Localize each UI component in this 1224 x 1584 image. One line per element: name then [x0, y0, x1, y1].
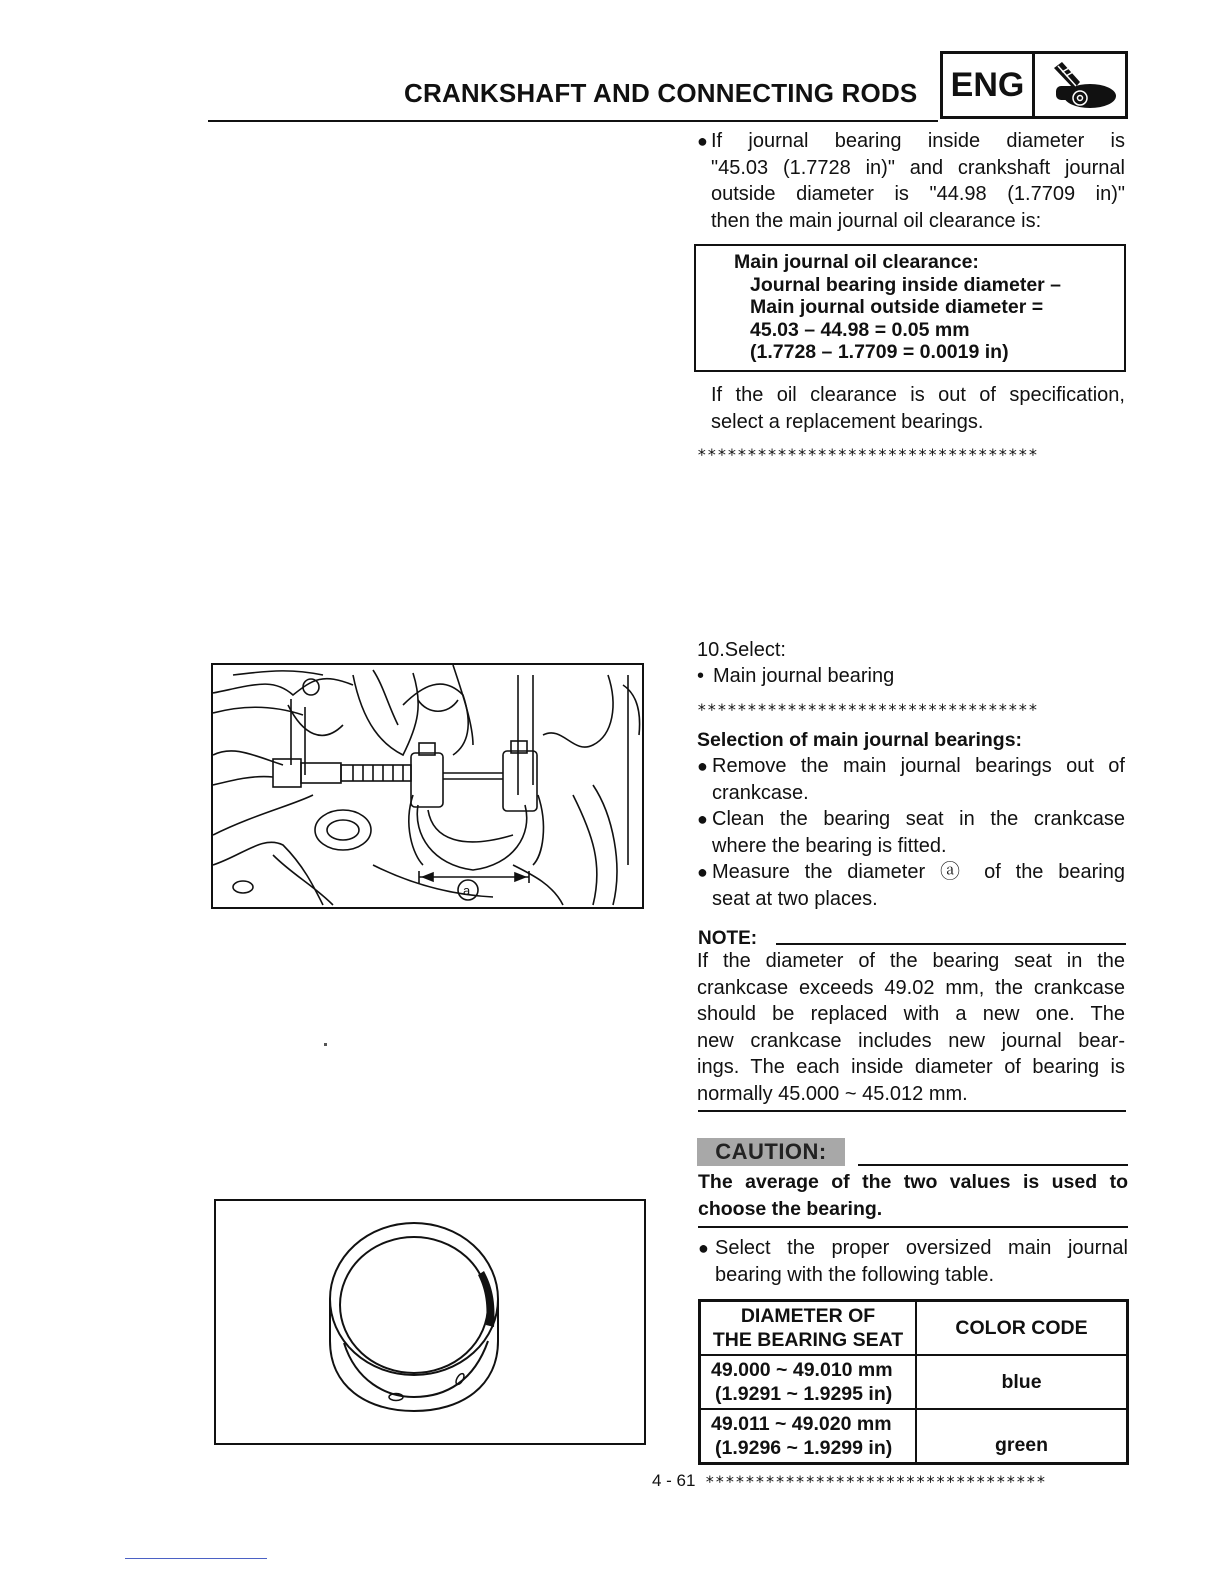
bearing-illustration: [216, 1201, 644, 1443]
example-line: then the main journal oil clearance is:: [711, 209, 1042, 232]
star-divider: **********************************: [705, 1472, 1047, 1491]
example-line: "45.03 (1.7728 in)" and crankshaft journal: [711, 156, 1125, 179]
list-item: [697, 806, 1125, 833]
bullet-dot: ●: [697, 809, 708, 829]
bullet-dot: ●: [697, 862, 708, 882]
formula-line: (1.7728 – 1.7709 = 0.0019 in): [750, 341, 1009, 363]
table-header-row: [700, 1301, 1128, 1356]
diameter-mm: 49.000 ~ 49.010 mm: [711, 1359, 893, 1381]
diameter-mm: 49.011 ~ 49.020 mm: [711, 1413, 892, 1435]
list-item-text: Select the proper oversized main journal: [715, 1237, 1128, 1259]
note-line: new crankcase includes new journal bear-: [697, 1029, 1125, 1052]
footer-line: [125, 1558, 267, 1559]
micrometer-figure: [211, 663, 644, 909]
note-rule: [776, 943, 1126, 945]
selection-list: [697, 753, 1125, 912]
figure-label-a: a: [463, 883, 471, 898]
caution-line: The average of the two values is used to: [698, 1171, 1128, 1193]
star-divider: **********************************: [697, 445, 1039, 464]
out-of-spec-line: If the oil clearance is out of specification,: [711, 384, 1125, 406]
section-badge: [940, 51, 1128, 119]
list-item-text: Measure the diameter ⓐ of the bearing: [712, 861, 1125, 883]
diameter-in: (1.9291 ~ 1.9295 in): [715, 1383, 893, 1405]
example-text: [711, 128, 1125, 234]
caution-text: [698, 1169, 1128, 1222]
header-rule: [208, 120, 938, 122]
list-item-text: Remove the main journal bearings out of: [712, 755, 1125, 777]
formula-line: Journal bearing inside diameter –: [750, 273, 1062, 296]
list-item: [697, 859, 1125, 886]
table-cell-color: green: [916, 1409, 1128, 1464]
step-bullet: •: [697, 665, 705, 687]
out-of-spec-text: [711, 382, 1125, 435]
header-line: THE BEARING SEAT: [712, 1329, 904, 1351]
caution-end-rule: [698, 1226, 1128, 1228]
micrometer-illustration: [213, 665, 642, 907]
list-item-text: seat at two places.: [712, 887, 878, 910]
formula-title: Main journal oil clearance:: [734, 251, 979, 273]
caution-rule: [858, 1164, 1128, 1166]
selection-heading: Selection of main journal bearings:: [697, 729, 1023, 751]
list-item: [697, 753, 1125, 780]
table-row: [700, 1355, 1128, 1409]
formula-line: Main journal outside diameter =: [750, 296, 1044, 318]
step-item: Main journal bearing: [713, 665, 895, 687]
note-line: ings. The each inside diameter of bearing is: [697, 1056, 1125, 1078]
formula-box: [694, 244, 1126, 372]
list-item: [698, 1235, 1128, 1262]
star-divider: **********************************: [697, 700, 1039, 719]
list-item-text: Clean the bearing seat in the crankcase: [712, 808, 1125, 830]
bearing-figure: [214, 1199, 646, 1445]
section-badge-label: ENG: [943, 54, 1035, 116]
list-item-text: where the bearing is fitted.: [712, 834, 947, 857]
caution-line: choose the bearing.: [698, 1197, 883, 1220]
crankshaft-icon: [1035, 54, 1125, 116]
note-line: should be replaced with a new one. The: [697, 1003, 1125, 1025]
speck: [324, 1043, 327, 1046]
formula-line: 45.03 – 44.98 = 0.05 mm: [750, 318, 970, 341]
bullet-dot: ●: [697, 756, 708, 776]
example-line: If journal bearing inside diameter is: [711, 130, 1125, 152]
select-table-item: [698, 1235, 1128, 1288]
note-line: If the diameter of the bearing seat in the: [697, 950, 1125, 972]
table-row: [700, 1409, 1128, 1464]
caution-label: CAUTION:: [697, 1138, 845, 1166]
list-item-text: crankcase.: [712, 781, 809, 804]
note-text: [697, 948, 1125, 1107]
list-item-text: bearing with the following table.: [715, 1263, 995, 1286]
table-cell-diameter: [700, 1409, 917, 1464]
example-bullet: ●: [697, 131, 708, 151]
note-label: NOTE:: [698, 928, 758, 949]
bullet-dot: ●: [698, 1238, 709, 1258]
bearing-selection-table: [698, 1299, 1129, 1465]
page-title: CRANKSHAFT AND CONNECTING RODS: [404, 78, 918, 108]
table-header-color: COLOR CODE: [916, 1301, 1128, 1356]
note-line: normally 45.000 ~ 45.012 mm.: [697, 1082, 968, 1105]
header-line: DIAMETER OF: [740, 1305, 876, 1327]
diameter-in: (1.9296 ~ 1.9299 in): [715, 1437, 893, 1459]
note-line: crankcase exceeds 49.02 mm, the crankcase: [697, 976, 1125, 999]
note-end-rule: [698, 1110, 1126, 1112]
step-number: 10.Select:: [697, 639, 786, 661]
table-cell-diameter: [700, 1355, 917, 1409]
table-header-diameter: [700, 1301, 917, 1356]
page-number: 4 - 61: [652, 1471, 696, 1490]
table-cell-color: blue: [916, 1355, 1128, 1409]
example-line: outside diameter is "44.98 (1.7709 in)": [711, 183, 1125, 205]
out-of-spec-line: select a replacement bearings.: [711, 410, 984, 433]
